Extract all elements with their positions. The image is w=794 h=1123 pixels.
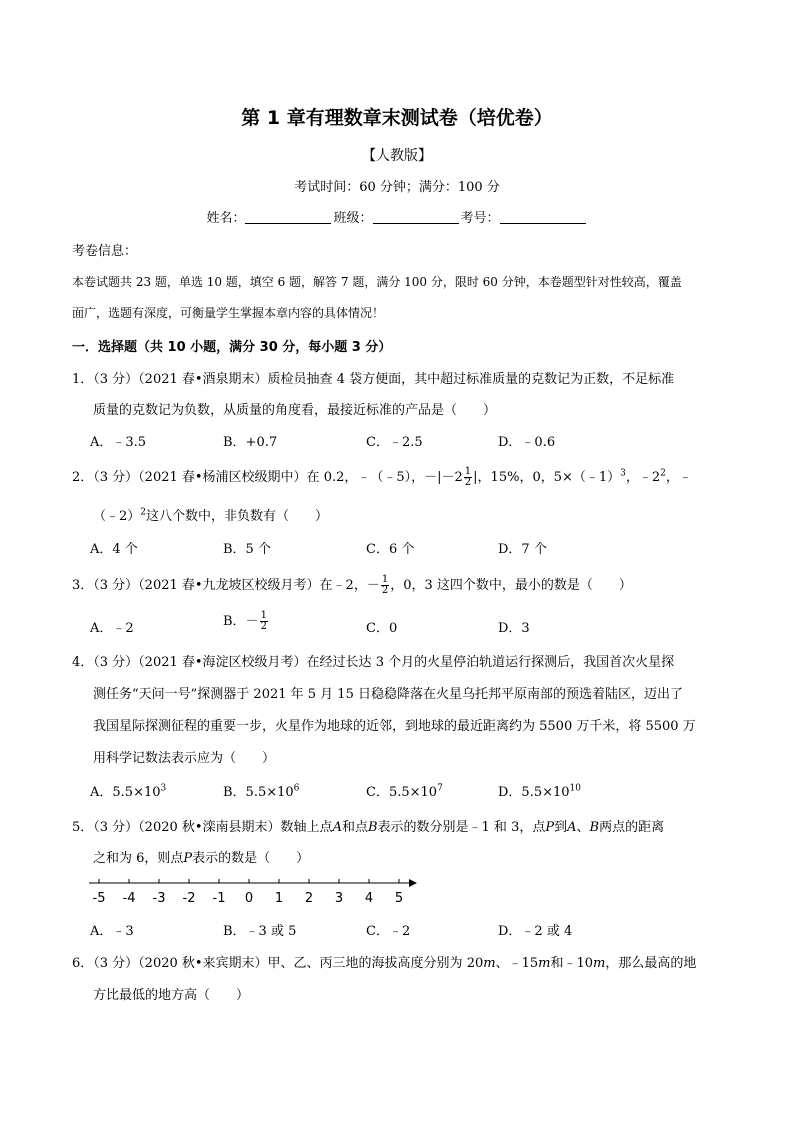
q4-line-1: 4．（3 分）（2021 春•海淀区校级月考）在经过长达 3 个月的火星停泊轨道运行探测后，我国首次火星探	[72, 655, 675, 670]
q6-line-2: 方比最低的地方高（ ）	[93, 988, 250, 1003]
q5-line-1: 5．（3 分）（2020 秋•滦南县期末）数轴上点A和点B表示的数分别是﹣1 和 3，点P到A、B两点的距离	[72, 820, 665, 835]
number-line-label: 3	[334, 891, 344, 906]
q4-option-c[interactable]: C．$5.5\times 10^7$	[366, 783, 443, 800]
number-line-label: -2	[182, 891, 196, 906]
q5-option-d[interactable]: D．﹣2 或 4	[498, 924, 573, 939]
number-line-label: 0	[244, 891, 254, 906]
q2-option-d[interactable]: D．7 个	[498, 542, 547, 557]
q3-option-a[interactable]: A．﹣2	[90, 621, 134, 636]
q3-option-d[interactable]: D．3	[498, 621, 530, 636]
q4-line-2: 测任务“天问一号”探测器于 2021 年 5 月 15 日稳稳降落在火星乌托邦平原南部的预选着陆区，迈出了	[93, 687, 683, 702]
number-line-label: 1	[274, 891, 284, 906]
q5-line-2: 之和为 6，则点P表示的数是（ ）	[93, 851, 310, 866]
q6-line-1: 6．（3 分）（2020 秋•来宾期末）甲、乙、丙三地的海拔高度分别为 20m、﹣15m和﹣10m，那么最高的地	[72, 956, 697, 971]
number-line-label: -1	[212, 891, 226, 906]
edition-label: 【人教版】	[362, 148, 432, 164]
q4-line-3: 我国星际探测征程的重要一步，火星作为地球的近邻，到地球的最近距离约为 5500 万千米，将 5500 万	[93, 719, 696, 734]
q2-option-c[interactable]: C．6 个	[366, 542, 415, 557]
exam-info: 考试时间：60 分钟；满分：100 分	[294, 180, 500, 195]
q1-option-d[interactable]: D．﹣0.6	[498, 435, 556, 450]
q2-line-2: （﹣2）$^2$这八个数中，非负数有（ ）	[93, 507, 329, 524]
q3-option-b[interactable]: B．－ $\frac{1}{2}$	[223, 610, 267, 632]
q4-line-4: 用科学记数法表示应为（ ）	[93, 751, 276, 766]
q3-option-c[interactable]: C．0	[366, 621, 398, 636]
page-title: 第 1 章有理数章末测试卷（培优卷）	[241, 107, 553, 129]
number-blank	[500, 211, 586, 224]
q1-line-1: 1．（3 分）（2021 春•酒泉期末）质检员抽查 4 袋方便面，其中超过标准质量的克数记为正数，不足标准	[72, 372, 675, 387]
number-line-label: -4	[122, 891, 136, 906]
student-fields	[0, 207, 794, 226]
class-blank	[373, 211, 459, 224]
q1-line-2: 质量的克数记为负数，从质量的角度看，最接近标准的产品是（ ）	[93, 403, 497, 418]
fraction: $\frac{1}{2}$	[260, 610, 267, 632]
section-title: 一．选择题（共 10 小题，满分 30 分，每小题 3 分）	[72, 340, 392, 355]
name-blank	[245, 211, 331, 224]
q2-line-1: 2．（3 分）（2021 春•杨浦区校级期中）在 0.2，﹣（﹣5），－|－2 $\frac{1}{2}$ |，15%，0，5×（﹣1）$^3$，$﹣2^2$，﹣	[72, 466, 692, 488]
q2-option-a[interactable]: A．4 个	[90, 542, 138, 557]
q1-option-b[interactable]: B．+0.7	[223, 435, 278, 450]
number-label: 考号：	[460, 211, 500, 226]
q1-option-a[interactable]: A．﹣3.5	[90, 435, 147, 450]
q2-option-b[interactable]: B．5 个	[223, 542, 271, 557]
number-line	[85, 872, 425, 908]
q1-option-c[interactable]: C．﹣2.5	[366, 435, 423, 450]
info-line-1: 本卷试题共 23 题，单选 10 题，填空 6 题，解答 7 题，满分 100 分，限时 60 分钟，本卷题型针对性较高，覆盖	[72, 275, 682, 289]
info-line-2: 面广，选题有深度，可衡量学生掌握本章内容的具体情况！	[72, 306, 385, 320]
q4-option-a[interactable]: A．$5.5\times 10^3$	[90, 783, 167, 800]
fraction: $\frac{1}{2}$	[464, 466, 472, 488]
fraction: $\frac{1}{2}$	[381, 574, 389, 596]
number-line-label: 2	[304, 891, 314, 906]
q5-option-a[interactable]: A．﹣3	[90, 924, 134, 939]
info-heading: 考卷信息：	[72, 244, 138, 259]
number-line-label: 4	[364, 891, 374, 906]
number-line-label: -3	[152, 891, 166, 906]
number-line-arrow	[409, 879, 417, 887]
class-label: 班级：	[333, 211, 373, 226]
name-label: 姓名：	[206, 211, 246, 226]
q5-option-c[interactable]: C．﹣2	[366, 924, 411, 939]
number-line-label: 5	[394, 891, 404, 906]
q5-option-b[interactable]: B．﹣3 或 5	[223, 924, 297, 939]
number-line-label: -5	[92, 891, 106, 906]
q3-line-1: 3．（3 分）（2021 春•九龙坡区校级月考）在﹣2，－ $\frac{1}{2}$ ，0，3 这四个数中，最小的数是（ ）	[72, 574, 632, 596]
q4-option-d[interactable]: D．$5.5\times 10^{10}$	[498, 783, 581, 800]
q4-option-b[interactable]: B．$5.5\times 10^6$	[223, 783, 300, 800]
